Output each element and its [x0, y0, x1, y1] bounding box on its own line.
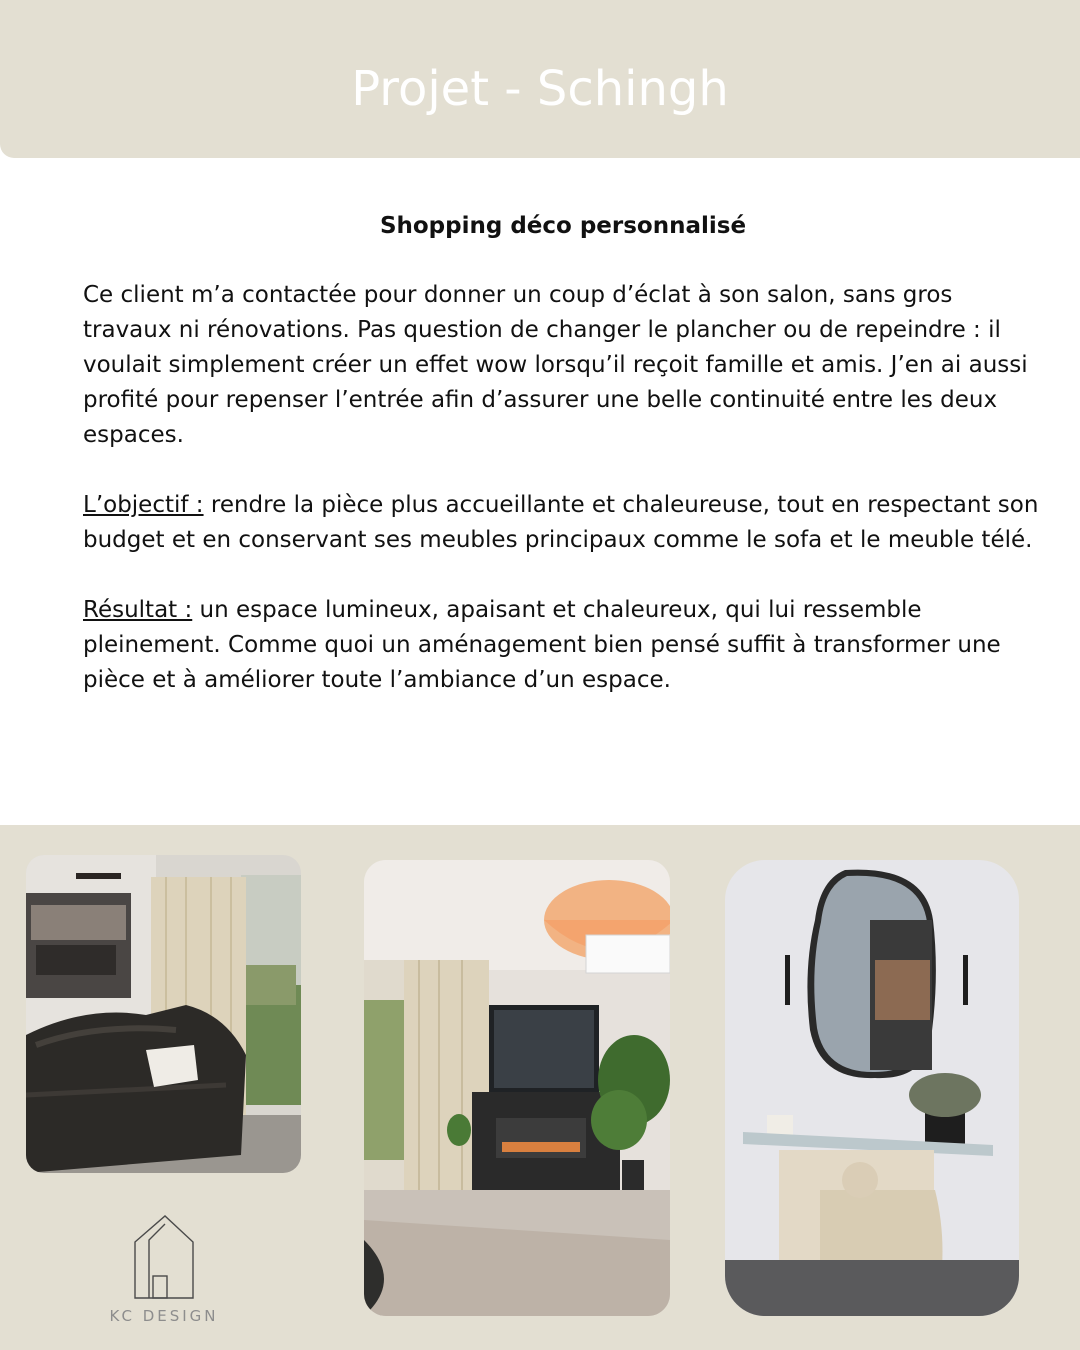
entryway-mirror-photo: [725, 860, 1019, 1316]
result-label: Résultat :: [83, 597, 193, 623]
photo-gallery: [0, 825, 1080, 1350]
result-paragraph: [83, 593, 1043, 698]
logo-text: KC DESIGN: [109, 1307, 219, 1325]
article-content: [83, 208, 1043, 733]
living-room-sofa-photo: [26, 855, 301, 1173]
header-banner: [0, 0, 1080, 158]
result-text: un espace lumineux, apaisant et chaleureux, qui lui ressemble pleinement. Comme quoi un aménagement bien pensé suffit à transformer une pièce et à améliorer toute l’ambiance d’un espace.: [83, 597, 1001, 693]
page-title: Projet - Schingh: [351, 61, 729, 117]
kc-design-logo: [78, 1200, 250, 1340]
objective-paragraph: [83, 488, 1043, 558]
objective-label: L’objectif :: [83, 492, 204, 518]
objective-text: rendre la pièce plus accueillante et chaleureuse, tout en respectant son budget et en conservant ses meubles principaux comme le sofa et le meuble télé.: [83, 492, 1039, 553]
living-room-tv-photo: [364, 860, 670, 1316]
intro-paragraph: Ce client m’a contactée pour donner un coup d’éclat à son salon, sans gros travaux ni rénovations. Pas question de changer le plancher ou de repeindre : il voulait simplement créer un effet wow lorsqu’il reçoit famille et amis. J’en ai aussi profité pour repenser l’entrée afin d’assurer une belle continuité entre les deux espaces.: [83, 282, 1028, 448]
house-logo-icon: [131, 1212, 197, 1302]
section-subtitle: Shopping déco personnalisé: [379, 213, 747, 239]
